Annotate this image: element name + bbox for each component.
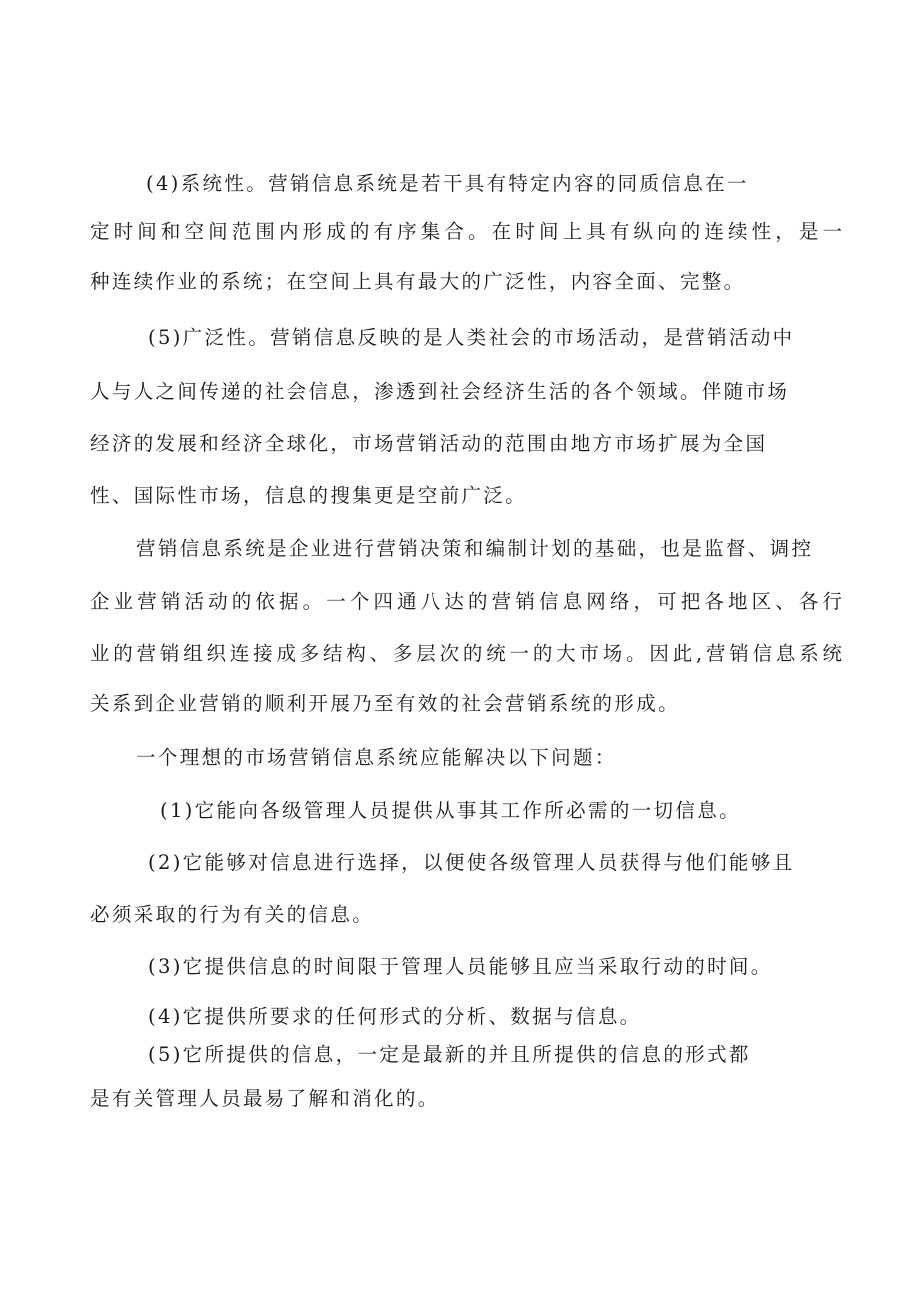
text-line: 性、国际性市场，信息的搜集更是空前广泛。 <box>90 484 528 507</box>
text-line: 业的营销组织连接成多结构、多层次的统一的大市场。因此,营销信息系统 <box>90 642 842 665</box>
text-line: 关系到企业营销的顺利开展乃至有效的社会营销系统的形成。 <box>90 692 680 715</box>
text-line: 营销信息系统是企业进行营销决策和编制计划的基础，也是监督、调控 <box>136 537 814 560</box>
text-line: (4)系统性。营销信息系统是若干具有特定内容的同质信息在一 <box>146 172 749 195</box>
text-line: (2)它能够对信息进行选择，以便使各级管理人员获得与他们能够且 <box>148 851 795 874</box>
text-line: 定时间和空间范围内形成的有序集合。在时间上具有纵向的连续性，是一 <box>90 220 842 243</box>
text-line: 是有关管理人员最易了解和消化的。 <box>90 1087 440 1110</box>
text-line: 经济的发展和经济全球化，市场营销活动的范围由地方市场扩展为全国 <box>90 432 768 455</box>
text-line: 种连续作业的系统；在空间上具有最大的广泛性，内容全面、完整。 <box>90 270 746 293</box>
text-line: 一个理想的市场营销信息系统应能解决以下问题： <box>136 746 617 769</box>
text-line: 企业营销活动的依据。一个四通八达的营销信息网络，可把各地区、各行 <box>90 590 842 613</box>
text-line: (1)它能向各级管理人员提供从事其工作所必需的一切信息。 <box>160 799 741 822</box>
text-line: (3)它提供信息的时间限于管理人员能够且应当采取行动的时间。 <box>148 955 773 978</box>
text-line: (5)广泛性。营销信息反映的是人类社会的市场活动，是营销活动中 <box>148 326 795 349</box>
text-line: (5)它所提供的信息，一定是最新的并且所提供的信息的形式都 <box>148 1043 751 1066</box>
text-line: (4)它提供所要求的任何形式的分析、数据与信息。 <box>148 1005 642 1028</box>
text-line: 必须采取的行为有关的信息。 <box>90 903 375 926</box>
text-line: 人与人之间传递的社会信息，渗透到社会经济生活的各个领域。伴随市场 <box>90 380 790 403</box>
